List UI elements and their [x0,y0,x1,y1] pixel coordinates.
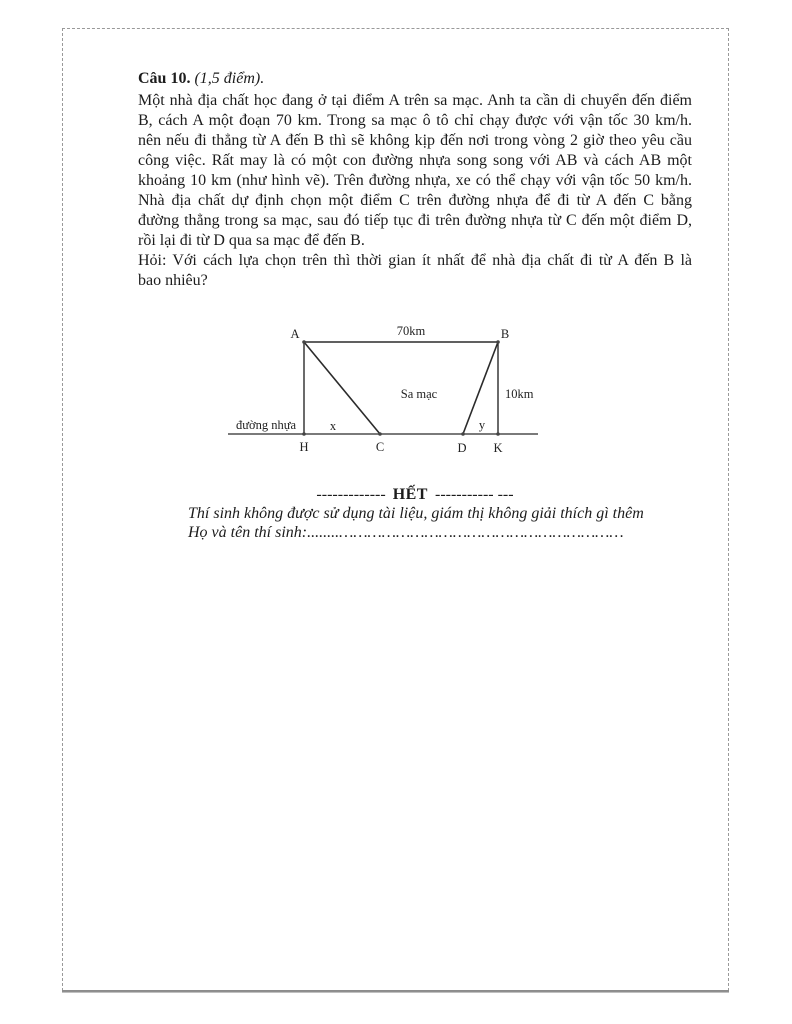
question-points: (1,5 điểm). [194,70,265,87]
question-heading [138,69,692,91]
question-body-line: Hỏi: Với cách lựa chọn trên thì thời gian ít nhất để nhà địa chất đi từ A đến B là [138,252,692,269]
question-block [138,69,692,291]
point-label-c: C [375,440,385,454]
end-marker [138,486,692,504]
question-body-line: đường thẳng trong sa mạc, sau đó tiếp tục đi trên đường nhựa từ C đến một điểm D, [138,212,692,229]
point-label-a: A [290,327,300,341]
point-dot-c [378,432,382,436]
point-dot-k [496,432,500,436]
question-body-line: rồi lại đi từ D qua sa mạc để đến B. [138,232,365,249]
distance-label-10km: 10km [505,387,534,401]
point-dot-h [302,432,306,436]
var-label-x: x [329,419,337,433]
geometry-figure [200,313,560,463]
point-dot-d [461,432,465,436]
point-label-d: D [457,441,467,455]
segment-ac [304,342,380,434]
end-dashes-left: ------------- [316,486,386,503]
desert-label: Sa mạc [400,387,438,401]
end-dashes-right: ----------- --- [434,486,514,503]
question-body-line: khoảng 10 km (như hình vẽ). Trên đường nhựa, xe có thể chạy với vận tốc 50 km/h. [138,172,692,189]
point-label-b: B [500,327,510,341]
distance-label-70km: 70km [396,324,426,338]
question-body-line: công việc. Rất may là có một con đường nhựa song song với AB và cách AB một [138,152,692,169]
question-body-line: Một nhà địa chất học đang ở tại điểm A trên sa mạc. Anh ta cần di chuyển đến điểm [138,92,692,109]
var-label-y: y [478,418,486,432]
road-label: đường nhựa [235,418,297,432]
candidate-name-line: Họ và tên thí sinh:........…………………………………………………… [188,524,624,541]
question-body-line: bao nhiêu? [138,272,208,289]
point-label-k: K [493,441,503,455]
question-body [138,91,692,291]
question-body-line: Nhà địa chất dự định chọn một điểm C trên đường nhựa để đi từ A đến C bằng [138,192,692,209]
question-number: Câu 10. [138,70,191,87]
question-body-line: B, cách A một đoạn 70 km. Trong sa mạc ô tô chỉ chạy được với vận tốc 30 km/h. [138,112,692,129]
page-bottom-edge [62,990,729,993]
point-dot-a [302,340,306,344]
point-dot-b [496,340,500,344]
exam-note: Thí sinh không được sử dụng tài liệu, giám thị không giải thích gì thêm [188,505,644,522]
question-body-line: nên nếu đi thẳng từ A đến B thì sẽ không kịp đến nơi trong vòng 2 giờ theo yêu cầu [138,132,692,149]
point-label-h: H [299,440,309,454]
end-label: HẾT [392,486,428,503]
